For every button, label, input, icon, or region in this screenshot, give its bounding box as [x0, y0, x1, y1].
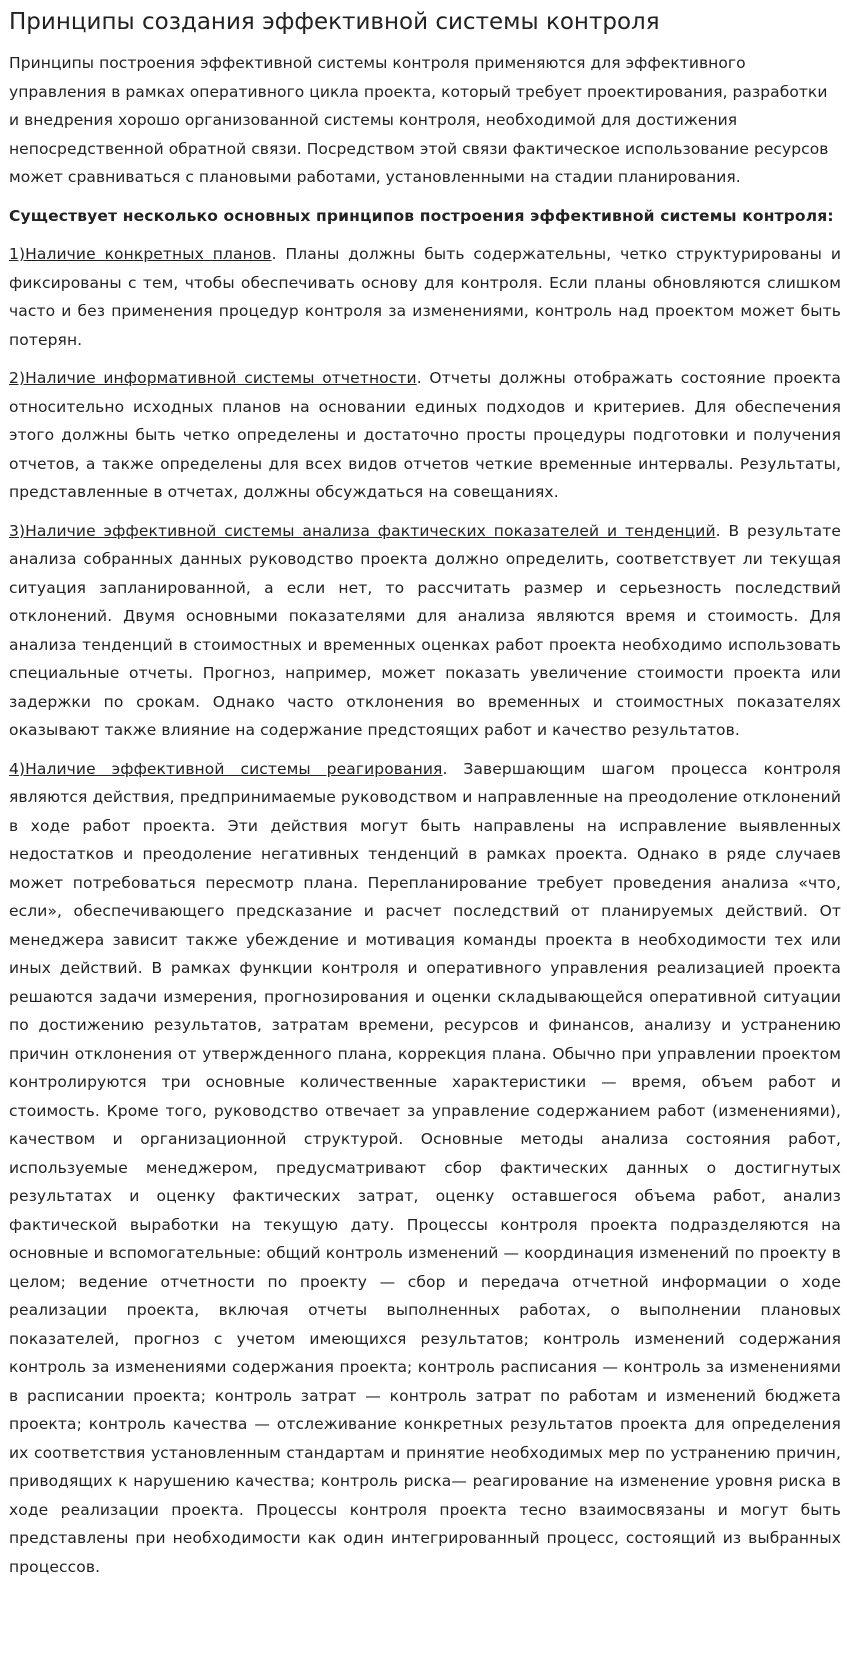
principles-intro: Существует несколько основных принципов построения эффективной системы контроля: — [9, 206, 834, 225]
principle-item — [9, 240, 841, 354]
lead-paragraph: Принципы построения эффективной системы контроля применяются для эффективного управления в рамках оперативного цикла проекта, который требует проектирования, разработки и внедрения хорошо организованной системы контроля, необходимой для достижения непосредственной обратной связи. Посредством этой связи фактическое использование ресурсов может сравниваться с плановыми работами, установленными на стадии планирования. — [9, 54, 829, 186]
principle-text: . Завершающим шагом процесса контроля являются действия, предпринимаемые руководством и направленные на преодоление отклонений в ходе работ проекта. Эти действия могут быть направлены на исправление выявленных недостатков и преодоление негативных тенденций в рамках проекта. Однако в ряде случаев может потребоваться пересмотр плана. Перепланирование требует проведения анализа «что, если», обеспечивающего предсказание и расчет последствий от планируемых действий. От менеджера зависит также убеждение и мотивация команды проекта в необходимости тех или иных действий. В рамках функции контроля и оперативного управления реализацией проекта решаются задачи измерения, прогнозирования и оценки складывающейся оперативной ситуации по достижению результатов, затратам времени, ресурсов и финансов, анализу и устранению причин отклонения от утвержденного плана, коррекция плана. Обычно при управлении проектом контролируются три основные количественные характеристики — время, объем работ и стоимость. Кроме того, руководство отвечает за управление содержанием работ (изменениями), качеством и организационной структурой. Основные методы анализа состояния работ, используемые менеджером, предусматривают сбор фактических данных о достигнутых результатах и оценку фактических затрат, оценку оставшегося объема работ, анализ фактической выработки на текущую дату. Процессы контроля проекта подразделяются на основные и вспомогательные: общий контроль изменений — координация изменений по проекту в целом; ведение отчетности по проекту — сбор и передача отчетной информации о ходе реализации проекта, включая отчеты выполненных работах, о выполнении плановых показателей, прогноз с учетом имеющихся результатов; контроль изменений содержания контроль за изменениями содержания проекта; контроль расписания — контроль за изменениями в расписании проекта; контроль затрат — контроль затрат по работам и изменений бюджета проекта; контроль качества — отслеживание конкретных результатов проекта для определения их соответствия установленным стандартам и принятие необходимых мер по устранению причин, приводящих к нарушению качества; контроль риска— реагирование на изменение уровня риска в ходе реализации проекта. Процессы контроля проекта тесно взаимосвязаны и могут быть представлены при необходимости как один интегрированный процесс, состоящий из выбранных процессов. — [9, 759, 841, 1576]
principle-heading: 2)Наличие информативной системы отчетности — [9, 369, 417, 387]
principle-heading: 3)Наличие эффективной системы анализа фактических показателей и тенденций — [9, 521, 716, 540]
principle-item — [9, 364, 841, 507]
page-title: Принципы создания эффективной системы контроля — [9, 9, 660, 35]
principle-text: . Отчеты должны отображать состояние проекта относительно исходных планов на основании единых подходов и критериев. Для обеспечения этого должны быть четко определены и достаточно просты процедуры подготовки и получения отчетов, а также определены для всех видов отчетов четкие временные интервалы. Результаты, представленные в отчетах, должны обсуждаться на совещаниях. — [9, 369, 841, 501]
principle-heading: 1)Наличие конкретных планов — [9, 245, 272, 263]
principle-heading: 4)Наличие эффективной системы реагирования — [9, 759, 443, 778]
principle-text: . Планы должны быть содержательны, четко структурированы и фиксированы с тем, чтобы обеспечивать основу для контроля. Если планы обновляются слишком часто и без применения процедур контроля за изменениями, контроль над проектом может быть потерян. — [9, 245, 841, 349]
principle-text: . В результате анализа собранных данных руководство проекта должно определить, соответствует ли текущая ситуация запланированной, а если нет, то рассчитать размер и серьезность последствий отклонений. Двумя основными показателями для анализа являются время и стоимость. Для анализа тенденций в стоимостных и временных оценках работ проекта необходимо использовать специальные отчеты. Прогноз, например, может показать увеличение стоимости проекта или задержки по срокам. Однако часто отклонения во временных и стоимостных показателях оказывают также влияние на содержание предстоящих работ и качество результатов. — [9, 521, 841, 739]
principle-item — [9, 755, 841, 1582]
principle-item — [9, 517, 841, 745]
